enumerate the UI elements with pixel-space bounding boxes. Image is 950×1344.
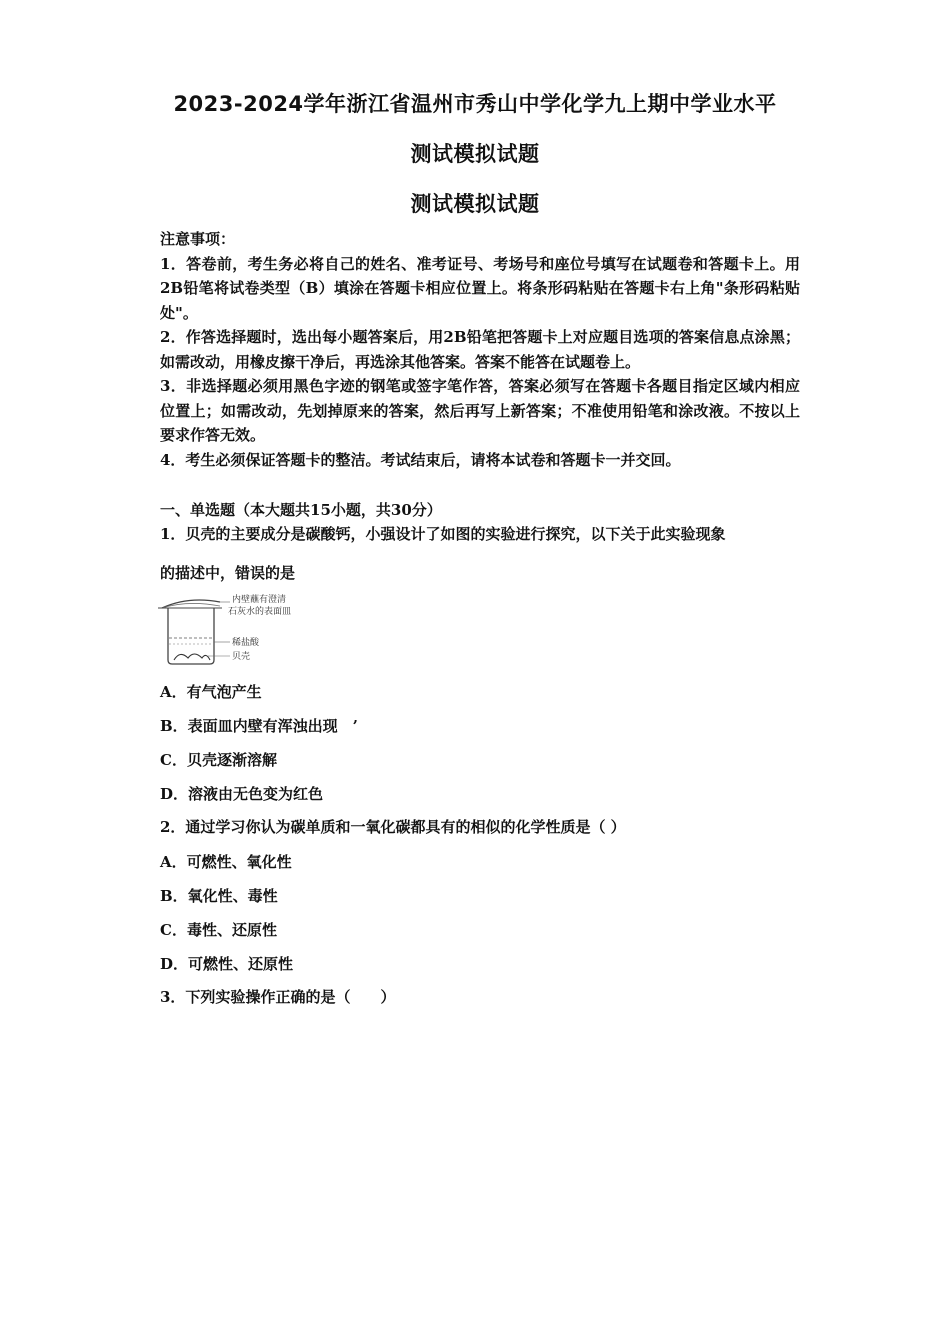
notice-block (160, 227, 800, 472)
notice-heading: 注意事项： (160, 230, 236, 248)
question-2-option-c: C．毒性、还原性 (160, 921, 277, 939)
question-2-stem: 2．通过学习你认为碳单质和一氧化碳都具有的相似的化学性质是（ ） (160, 818, 626, 836)
question-1-option-c: C．贝壳逐渐溶解 (160, 751, 277, 769)
question-1-option-a: A．有气泡产生 (160, 683, 262, 701)
figure-label-acid: 稀盐酸 (232, 638, 260, 648)
watch-glass (162, 600, 220, 608)
question-1-option-d: D．溶液由无色变为红色 (160, 785, 324, 803)
document-title-line1: 2023-2024学年浙江省温州市秀山中学化学九上期中学业水平 (173, 92, 777, 116)
question-3-stem: 3．下列实验操作正确的是（ ） (160, 988, 396, 1006)
question-2-option-a: A．可燃性、氧化性 (160, 853, 292, 871)
figure-label-watch-glass-2: 石灰水的表面皿 (228, 607, 292, 617)
notice-item-1: 1．答卷前，考生务必将自己的姓名、准考证号、考场号和座位号填写在试题卷和答题卡上。用2B铅笔将试卷类型（B）填涂在答题卡相应位置上。将条形码粘贴在答题卡右上角"条形码粘贴处"。 (160, 254, 800, 322)
shells (174, 654, 210, 660)
notice-item-4: 4．考生必须保证答题卡的整洁。考试结束后，请将本试卷和答题卡一并交回。 (160, 450, 681, 469)
document-title-line2: 测试模拟试题 (410, 142, 540, 166)
question-2-option-b: B．氧化性、毒性 (160, 887, 278, 905)
notice-item-3: 3．非选择题必须用黑色字迹的钢笔或签字笔作答，答案必须写在答题卡各题目指定区域内相应位置上；如需改动，先划掉原来的答案，然后再写上新答案；不准使用铅笔和涂改液。不按以上要求作答无效。 (160, 377, 800, 444)
question-1-stem-line2: 的描述中，错误的是 (160, 564, 296, 582)
figure-label-shell: 贝壳 (232, 652, 251, 662)
question-1-stem-line1: 1．贝壳的主要成分是碳酸钙，小强设计了如图的实验进行探究，以下关于此实验现象 (160, 525, 726, 543)
question-2-option-d: D．可燃性、还原性 (160, 955, 294, 973)
document-title-line3: 测试模拟试题 (410, 192, 540, 216)
figure-label-watch-glass-1: 内壁蘸有澄清 (232, 595, 287, 605)
question-1-option-b: B．表面皿内壁有浑浊出现 ’ (160, 717, 358, 735)
experiment-figure (158, 594, 308, 666)
notice-item-2: 2．作答选择题时，选出每小题答案后，用2B铅笔把答题卡上对应题目选项的答案信息点涂黑；如需改动，用橡皮擦干净后，再选涂其他答案。答案不能答在试题卷上。 (160, 328, 800, 371)
section-heading: 一、单选题（本大题共15小题，共30分） (160, 501, 442, 519)
